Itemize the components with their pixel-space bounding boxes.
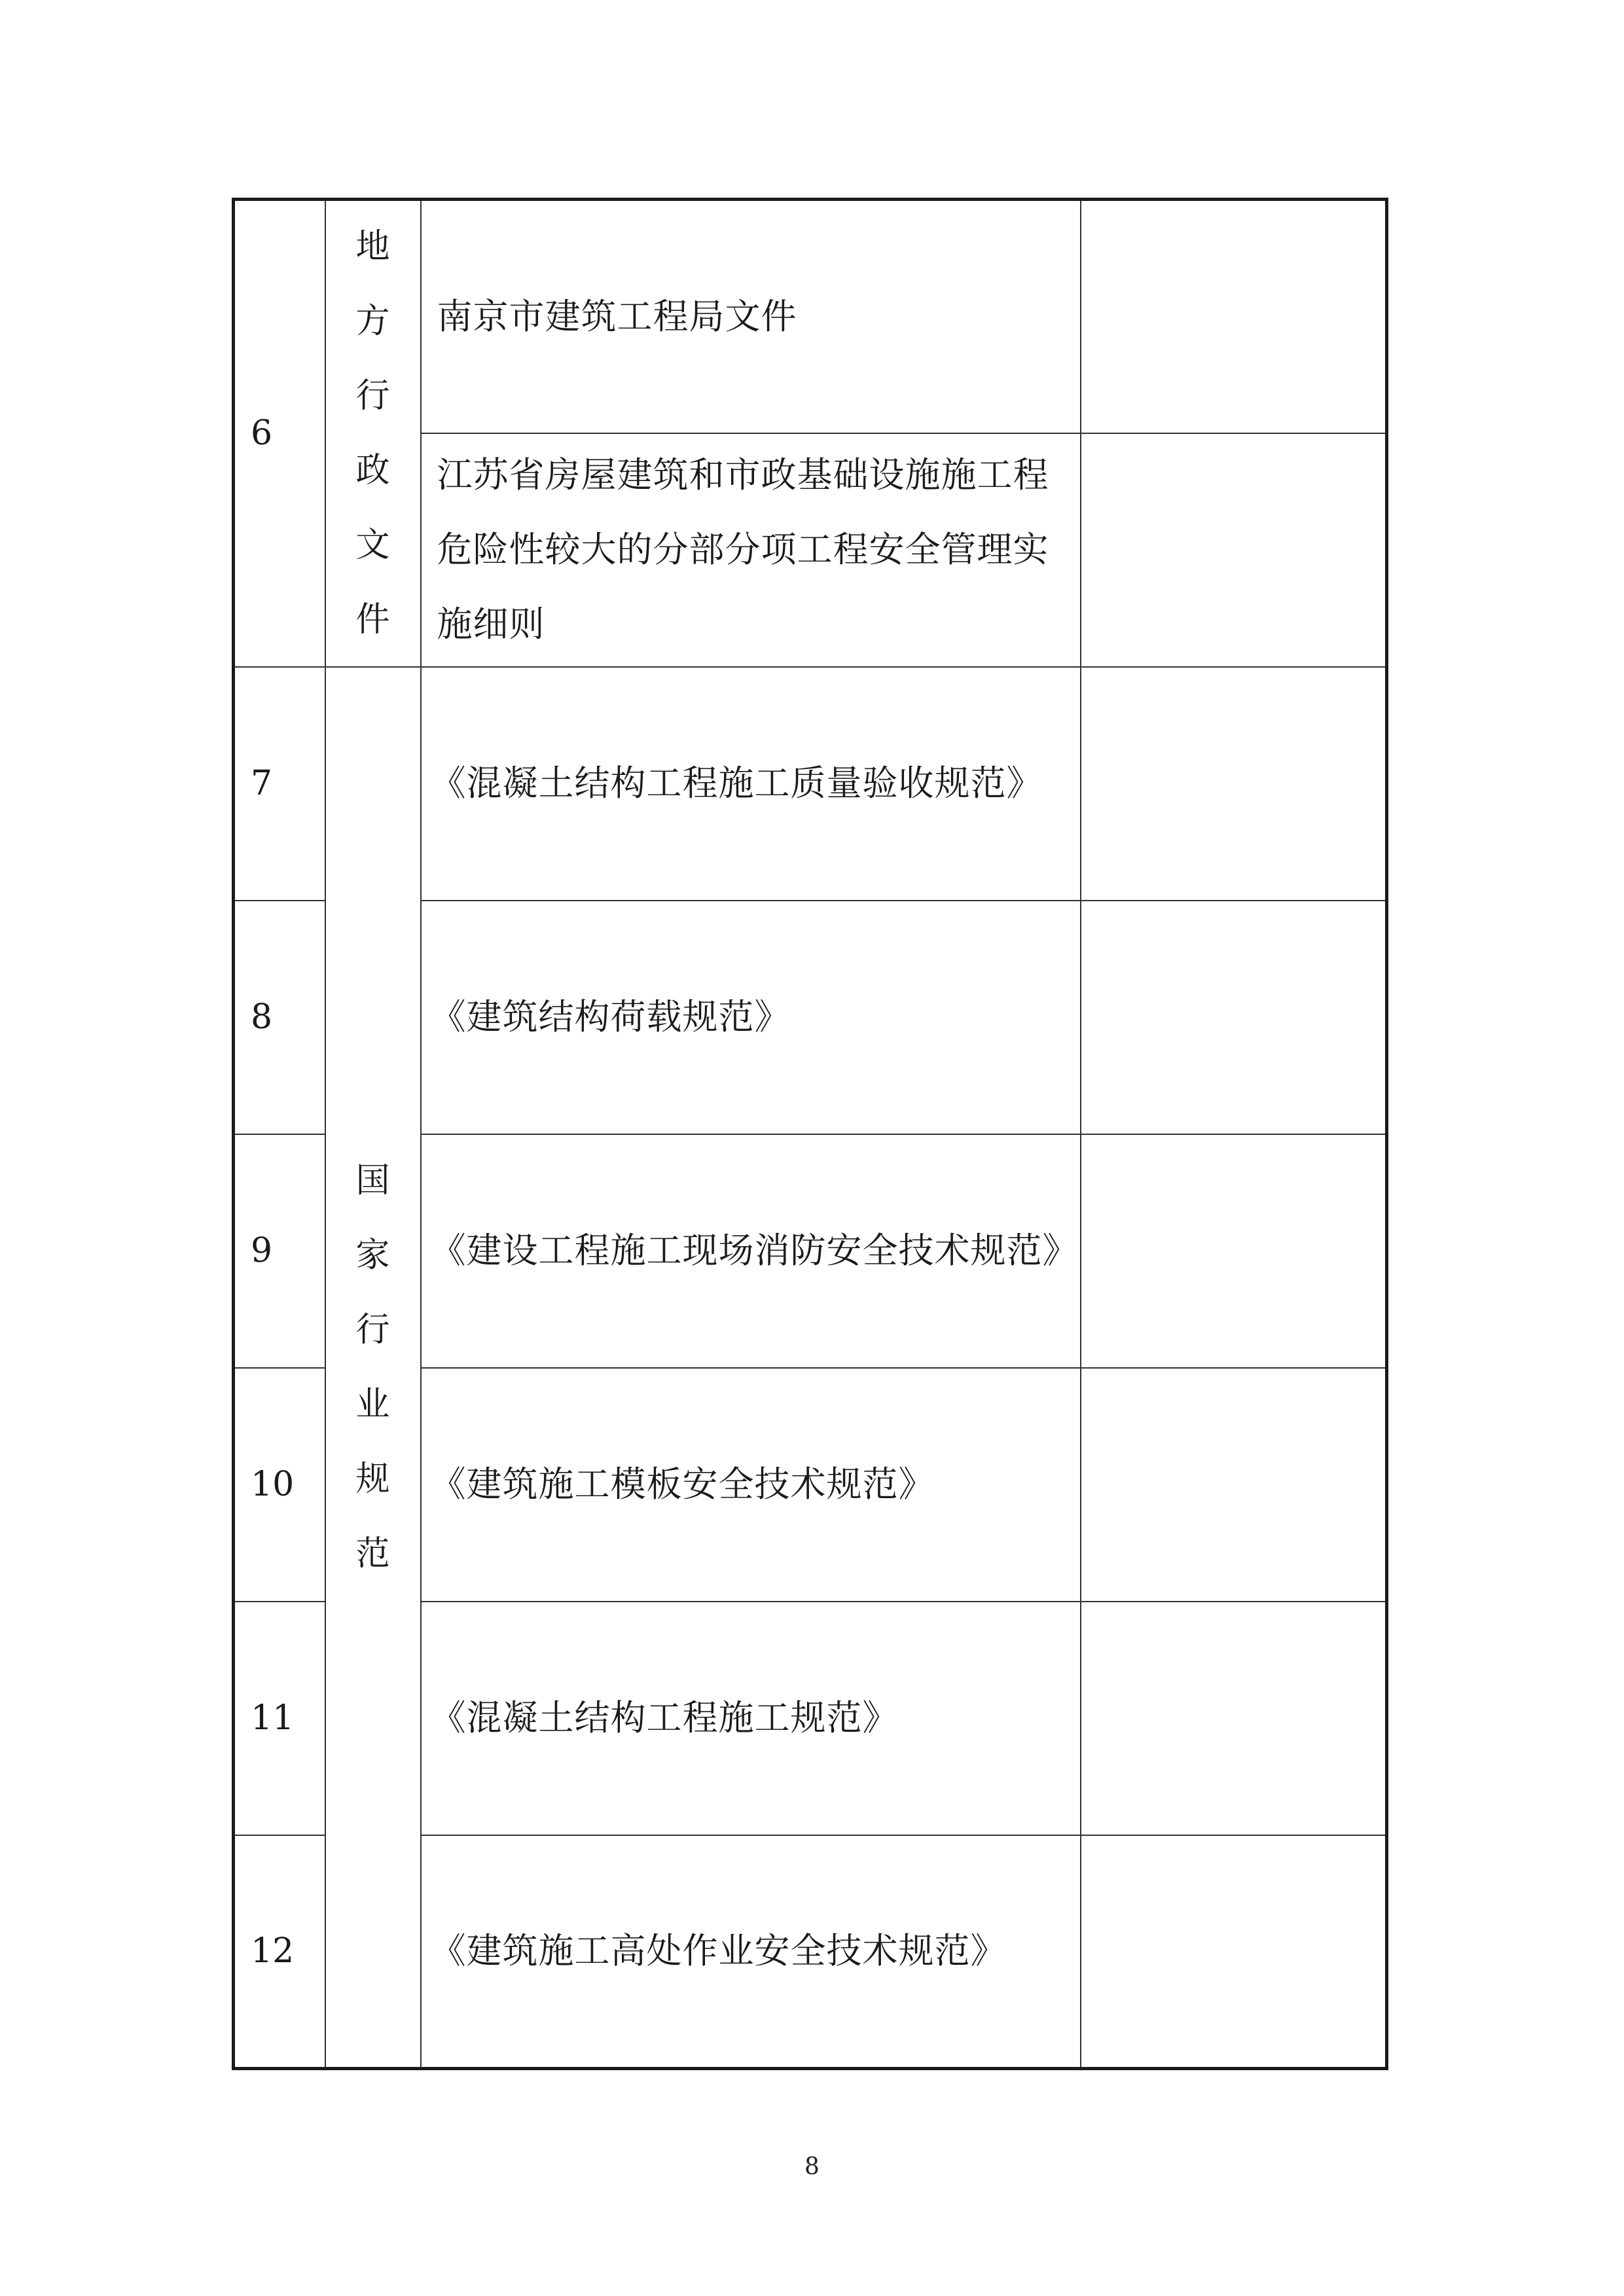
category-char: 业 xyxy=(355,1384,390,1424)
remarks-cell xyxy=(1081,1835,1387,2069)
remarks-cell xyxy=(1081,200,1387,433)
page-number: 8 xyxy=(804,2153,820,2180)
category-char: 国 xyxy=(355,1160,390,1200)
category-char: 方 xyxy=(355,302,390,342)
category-char: 家 xyxy=(355,1235,390,1275)
category-char: 件 xyxy=(355,600,390,640)
table-row xyxy=(234,667,1387,901)
category-char: 地 xyxy=(355,227,390,267)
category-char: 文 xyxy=(355,526,390,565)
row-number: 8 xyxy=(234,901,325,1134)
row-number: 11 xyxy=(234,1602,325,1835)
document-name: 《建设工程施工现场消防安全技术规范》 xyxy=(421,1134,1081,1368)
category-char: 行 xyxy=(355,1310,390,1350)
document-name: 《混凝土结构工程施工规范》 xyxy=(421,1602,1081,1835)
category-char: 范 xyxy=(355,1534,390,1573)
document-name: 《建筑结构荷载规范》 xyxy=(421,901,1081,1134)
row-number: 7 xyxy=(234,667,325,901)
category-char: 政 xyxy=(355,451,390,491)
document-name: 南京市建筑工程局文件 xyxy=(421,200,1081,433)
document-name: 《混凝土结构工程施工质量验收规范》 xyxy=(421,667,1081,901)
row-number: 9 xyxy=(234,1134,325,1368)
row-number: 12 xyxy=(234,1835,325,2069)
document-name: 《建筑施工模板安全技术规范》 xyxy=(421,1368,1081,1602)
row-number: 10 xyxy=(234,1368,325,1602)
category-local-admin xyxy=(325,200,421,667)
remarks-cell xyxy=(1081,1134,1387,1368)
category-char: 行 xyxy=(355,376,390,416)
remarks-cell xyxy=(1081,667,1387,901)
category-char: 规 xyxy=(355,1459,390,1499)
remarks-cell xyxy=(1081,1602,1387,1835)
category-national-standard xyxy=(325,667,421,2069)
remarks-cell xyxy=(1081,901,1387,1134)
remarks-cell xyxy=(1081,1368,1387,1602)
table-row xyxy=(234,200,1387,433)
regulations-table xyxy=(232,198,1388,2070)
remarks-cell xyxy=(1081,433,1387,667)
row-number: 6 xyxy=(234,200,325,667)
document-name: 江苏省房屋建筑和市政基础设施施工程危险性较大的分部分项工程安全管理实施细则 xyxy=(421,433,1081,667)
document-name: 《建筑施工高处作业安全技术规范》 xyxy=(421,1835,1081,2069)
